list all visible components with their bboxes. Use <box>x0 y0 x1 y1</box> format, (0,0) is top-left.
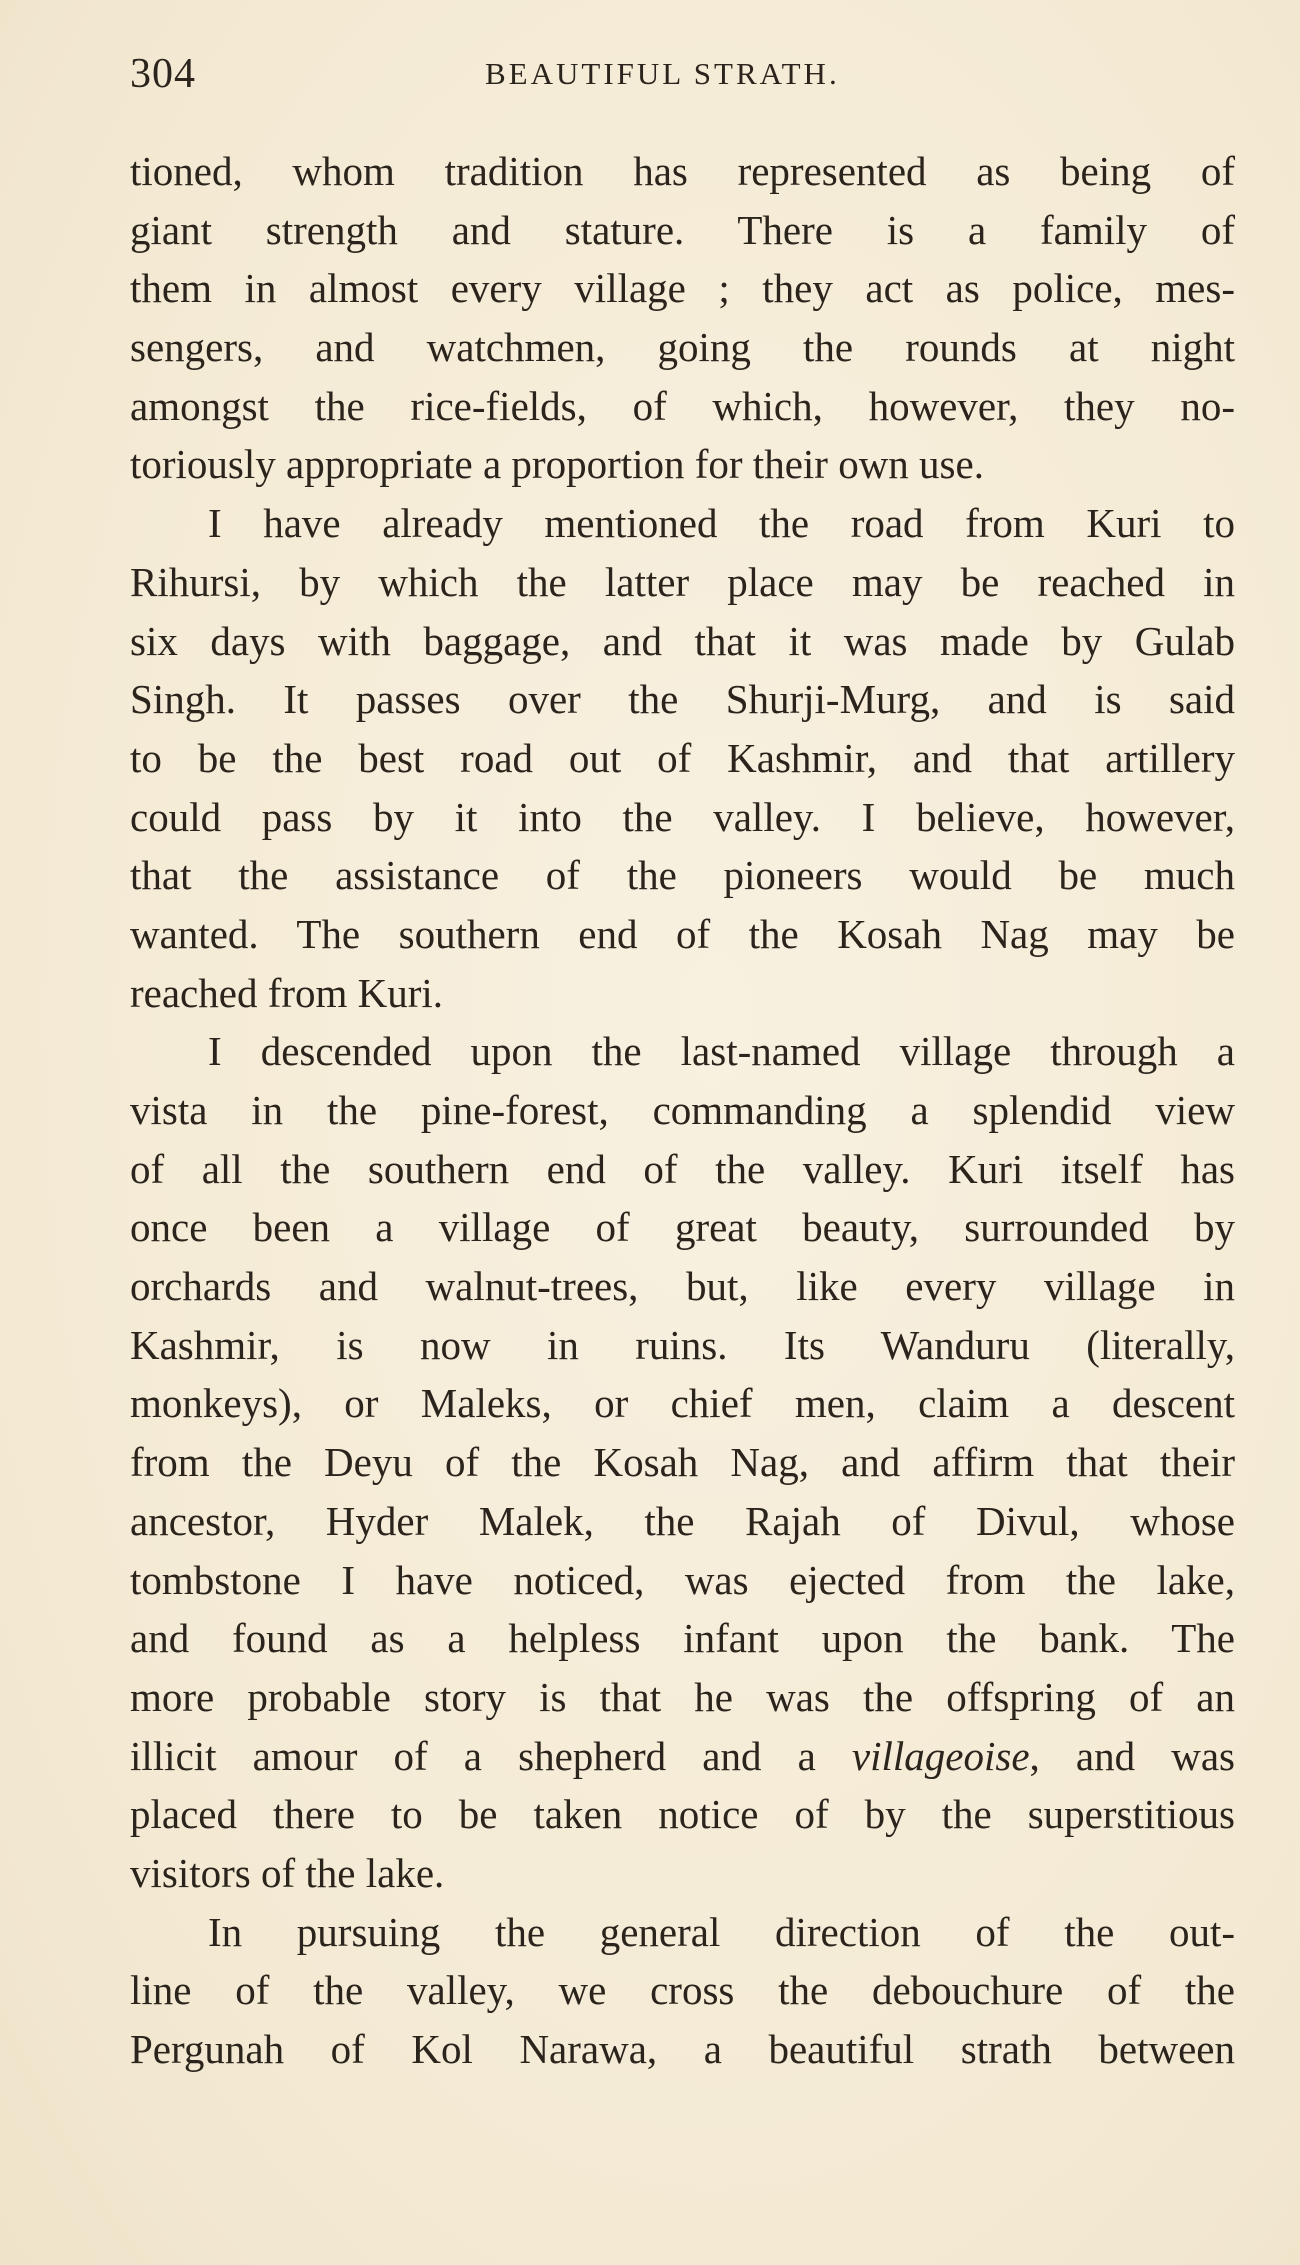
text-line: Singh. It passes over the Shurji-Murg, and is said <box>130 676 1235 723</box>
running-head <box>130 44 1235 104</box>
text-line: to be the best road out of Kashmir, and that artillery <box>130 734 1235 781</box>
text-segment: illicit amour of a shepherd and a <box>130 1732 852 1779</box>
page-number: 304 <box>130 51 196 97</box>
text-line: Rihursi, by which the latter place may be reached in <box>130 558 1235 605</box>
text-line: ancestor, Hyder Malek, the Rajah of Divul, whose <box>130 1497 1235 1544</box>
text-line: that the assistance of the pioneers would be much <box>130 852 1235 899</box>
text-segment: , and was <box>1029 1732 1235 1779</box>
text-line: reached from Kuri. <box>130 969 444 1016</box>
text-line: Pergunah of Kol Narawa, a beautiful strath between <box>130 2026 1235 2072</box>
text-line: line of the valley, we cross the debouchure of the <box>130 1967 1235 2014</box>
text-line: once been a village of great beauty, surrounded by <box>130 1204 1235 1251</box>
text-line: I descended upon the last-named village through a <box>208 1028 1235 1075</box>
text-line: wanted. The southern end of the Kosah Nag may be <box>130 910 1235 957</box>
text-line: them in almost every village ; they act as police, mes- <box>130 265 1235 312</box>
text-line: monkeys), or Maleks, or chief men, claim a descent <box>130 1380 1235 1427</box>
text-line: amongst the rice-fields, of which, however, they no- <box>130 382 1235 429</box>
text-line: from the Deyu of the Kosah Nag, and affirm that their <box>130 1439 1235 1486</box>
text-line: and found as a helpless infant upon the bank. The <box>130 1615 1235 1662</box>
text-line: tombstone I have noticed, was ejected from the lake, <box>130 1556 1235 1603</box>
text-line: Kashmir, is now in ruins. Its Wanduru (literally, <box>130 1321 1235 1368</box>
text-line: could pass by it into the valley. I believe, however, <box>130 793 1235 840</box>
text-line: orchards and walnut-trees, but, like every village in <box>130 1263 1235 1310</box>
text-line: tioned, whom tradition has represented as being of <box>130 148 1235 194</box>
text-line: six days with baggage, and that it was made by Gulab <box>130 617 1235 664</box>
italic-word: villageoise <box>851 1732 1030 1779</box>
text-line: visitors of the lake. <box>130 1849 445 1896</box>
text-line: more probable story is that he was the offspring of an <box>130 1673 1235 1720</box>
text-line: I have already mentioned the road from Kuri to <box>208 500 1235 547</box>
text-line: of all the southern end of the valley. Kuri itself has <box>130 1145 1235 1192</box>
text-line: In pursuing the general direction of the out- <box>208 1908 1235 1955</box>
running-title: BEAUTIFUL STRATH. <box>485 56 840 91</box>
text-line <box>130 1727 1235 1786</box>
text-line: placed there to be taken notice of by the superstitious <box>130 1791 1235 1838</box>
body-text <box>130 142 1235 2079</box>
text-line: toriously appropriate a proportion for their own use. <box>130 441 984 488</box>
text-line: giant strength and stature. There is a family of <box>130 206 1235 253</box>
text-line: vista in the pine-forest, commanding a splendid view <box>130 1087 1235 1133</box>
text-line: sengers, and watchmen, going the rounds at night <box>130 324 1235 371</box>
